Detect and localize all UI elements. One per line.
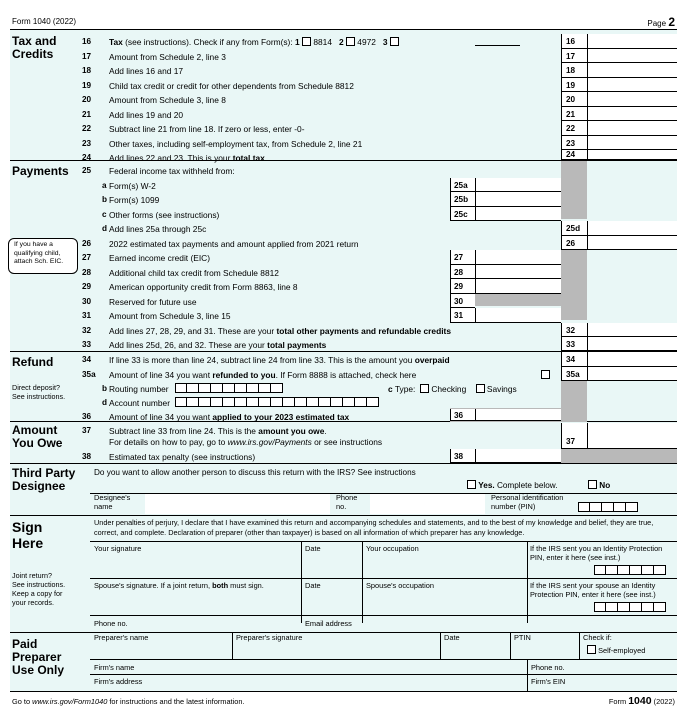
line-35a-amount[interactable] xyxy=(587,367,677,382)
line-32: 32 Add lines 27, 28, 29, and 31. These are your total other payments and refundable credits xyxy=(82,325,451,336)
form-8888-checkbox[interactable] xyxy=(541,370,550,379)
firm-phone-label: Phone no. xyxy=(531,663,565,672)
line-23-amount[interactable] xyxy=(587,136,677,151)
line-37-amount[interactable] xyxy=(587,423,677,449)
savings-checkbox[interactable] xyxy=(476,384,485,393)
line-34: 34 If line 33 is more than line 24, subtract line 24 from line 33. This is the amount you overpaid xyxy=(82,355,450,365)
footer-link[interactable]: www.irs.gov/Form1040 xyxy=(32,697,108,706)
footer-form-id: Form 1040 (2022) xyxy=(608,695,675,707)
section-paid-preparer: Paid Preparer Use Only xyxy=(12,637,65,677)
section-refund: Refund xyxy=(12,355,54,369)
form-8814-checkbox[interactable] xyxy=(302,37,311,46)
preparer-date-label: Date xyxy=(444,633,460,642)
line-25a: a Form(s) W-2 xyxy=(102,180,156,191)
spouse-pin-boxes[interactable] xyxy=(594,602,666,612)
line-25: 25 Federal income tax withheld from: xyxy=(82,166,235,176)
line-26-amount[interactable] xyxy=(587,236,677,251)
check-if-label: Check if: xyxy=(583,633,612,642)
line-25d: d Add lines 25a through 25c xyxy=(102,224,207,234)
perjury-declaration: Under penalties of perjury, I declare that I have examined this return and accompanying schedules and statements, and to the best of my knowledge and belief, they are true, correct, and complete. Declaration of preparer (other than taxpayer) is based on all information of which preparer has any knowledge. xyxy=(94,518,654,537)
form-year-label: Form 1040 (2022) xyxy=(12,17,77,26)
line-27: 27 Earned income credit (EIC) xyxy=(82,253,211,263)
designee-no: No xyxy=(588,480,610,490)
spouse-pin-note: If the IRS sent your spouse an Identity Protection PIN, enter it here (see inst.) xyxy=(530,581,656,599)
section-sign-here: Sign Here xyxy=(12,519,44,551)
firm-name-label: Firm's name xyxy=(94,663,135,672)
preparer-name-label: Preparer's name xyxy=(94,633,149,642)
phone-label: Phone no. xyxy=(94,619,128,628)
line-30: 30 Reserved for future use xyxy=(82,296,197,307)
line-19: 19 Child tax credit or credit for other dependents from Schedule 8812 xyxy=(82,80,354,91)
line-16-box-label: 16 xyxy=(561,34,587,49)
line-22-amount[interactable] xyxy=(587,121,677,136)
line-24-amount[interactable] xyxy=(587,150,677,160)
designee-no-checkbox[interactable] xyxy=(588,480,597,489)
direct-deposit-note: Direct deposit? See instructions. xyxy=(12,383,66,401)
section-amount-owe: Amount You Owe xyxy=(12,423,63,450)
line-34-amount[interactable] xyxy=(587,352,677,367)
designee-name-field[interactable] xyxy=(145,494,330,514)
designee-pin-label: Personal identification number (PIN) xyxy=(491,493,564,511)
line-31: 31 Amount from Schedule 3, line 15 xyxy=(82,311,231,321)
spouse-date-label: Date xyxy=(305,581,321,590)
line-29: 29 American opportunity credit from Form 8863, line 8 xyxy=(82,282,298,292)
section-third-party: Third Party Designee xyxy=(12,466,76,493)
line-36-amount[interactable] xyxy=(475,409,561,421)
section-payments: Payments xyxy=(12,164,69,178)
section-tax-credits: Tax and Credits xyxy=(12,34,57,61)
line-28: 28 Additional child tax credit from Schedule 8812 xyxy=(82,267,279,278)
ptin-label: PTIN xyxy=(514,633,531,642)
line-25b-amount[interactable] xyxy=(475,192,561,207)
form-header xyxy=(10,8,677,30)
page-number: Page 2 xyxy=(647,15,675,29)
designee-question: Do you want to allow another person to discuss this return with the IRS? See instructions xyxy=(94,468,416,477)
designee-name-label: Designee's name xyxy=(94,493,131,511)
designee-phone-label: Phone no. xyxy=(336,493,358,511)
eic-callout: If you have a qualifying child, attach Sch. EIC. xyxy=(8,238,78,274)
your-occupation-label: Your occupation xyxy=(366,544,419,553)
firm-address-label: Firm's address xyxy=(94,677,143,686)
checking-checkbox[interactable] xyxy=(420,384,429,393)
line-31-amount[interactable] xyxy=(475,308,561,323)
your-pin-boxes[interactable] xyxy=(594,565,666,575)
firm-ein-label: Firm's EIN xyxy=(531,677,566,686)
line-25c-amount[interactable] xyxy=(475,207,561,222)
your-date-label: Date xyxy=(305,544,321,553)
line-35a: 35a Amount of line 34 you want refunded to you. If Form 8888 is attached, check here xyxy=(80,367,677,382)
designee-yes: Yes. Complete below. xyxy=(467,480,557,490)
joint-return-note: Joint return? See instructions. Keep a copy for your records. xyxy=(12,571,66,607)
form-1040-page-2: Form 1040 (2022) Page 2 Tax and Credits Payments Refund Amount You Owe Third Party Designee Sign Here Paid Preparer Use Only Direct deposit? See instructions. Joint return? See instructions. Keep a copy for your records. If you have a qualifying child, attach Sch. EIC. 16 Tax (see instructions). Check if any from Form(s): 1 8814 2 4972 3 16 17 Amount from Schedule 2, line 3 17 18 Add lines 16 and 17 18 19 Child tax credit or credit for other dependents from Schedule 8812 19 20 Amount from Schedule 3, line 8 20 21 Add lines 19 and 20 21 22 Subtract line 21 from line 18. If zero or less, enter -0- 22 23 Other taxes, including self-employment tax, from Schedule 2, line 21 23 24 Add lines 22 and 23. This is your total tax 24 25 Federal income tax withheld from: a Form(s) W-2 25a b Form(s) 1099 25b c Other forms (see instructions) 25c d Add lines 25a through 25c 25d 26 2022 estimated tax payments and amount applied from 2021 return 26 27 Earned income credit (EIC) 27 28 Additional child tax credit from Schedule 8812 28 29 American opportunity credit from Form 8863, line 8 29 30 Reserved for future use 30 31 Amount from Schedule 3, line 15 31 32 Add lines 27, 28, 29, and 31. These are your total other payments and refundable credits 32 33 Add lines 25d, 26, and 32. These are your total payments 33 34 If line 33 is more than line 24, subtract line 24 from line 33. This is the amount you overpaid 34 35a Amount of line 34 you want refunded to you. If Form 8888 is attached, check here 35a b Routing number c Type: Checking Savings d Account number 36 Amount of line 34 you want applied to your 2023 estimated tax 36 37 Subtract line 33 from line 24. This is the amount you owe. For details on how to pay, go to www.irs.gov/Payments or see instructions 37 38 Estimated tax penalty (see instructions) 38 Do you want to allow another person to discuss this return with the IRS? See instructions Yes. Complete below. No Designee's name Phone no. Personal identification number (PIN) Under penalties of perjury, I declare that I have examined this return and accompanying schedules and statements, and to the best of my knowledge and belief, they are true, correct, and complete. Declaration of preparer (other than taxpayer) is based on all information of which preparer has any knowledge. Your signature Date Your occupation If the IRS sent you an Identity Protection PIN, enter it here (see inst.) Spouse's signature. If a joint return, both must sign. Date Spouse's occupation If the IRS sent your spouse an Identity Protection PIN, enter it here (see inst.) Phone no. Email address Preparer's name Preparer's signature Date PTIN Check if: Self-employed Firm's name Phone no. Firm's address Firm's EIN Go to www.irs.gov/Form1040 for instructions and the latest information. Form 1040 (2022) xyxy=(10,8,677,708)
self-employed: Self-employed xyxy=(587,645,645,655)
line-35d: d Account number xyxy=(80,395,677,410)
line-18-amount[interactable] xyxy=(587,63,677,78)
line-29-amount[interactable] xyxy=(475,279,561,294)
line-22: 22 Subtract line 21 from line 18. If zero or less, enter -0- xyxy=(82,124,305,134)
line-38: 38 Estimated tax penalty (see instructions) xyxy=(82,452,256,462)
designee-yes-checkbox[interactable] xyxy=(467,480,476,489)
form-4972-checkbox[interactable] xyxy=(346,37,355,46)
designee-phone-field[interactable] xyxy=(370,494,485,514)
line-25b: b Form(s) 1099 xyxy=(102,195,160,205)
line-18: 18 Add lines 16 and 17 xyxy=(82,66,184,76)
line-17: 17 Amount from Schedule 2, line 3 xyxy=(82,51,226,62)
account-number-boxes[interactable] xyxy=(175,397,379,407)
line-17-amount[interactable] xyxy=(587,49,677,64)
line-19-amount[interactable] xyxy=(587,78,677,93)
line-37: 37 Subtract line 33 from line 24. This is the amount you owe. For details on how to pay, go to www.irs.gov/Payments or see instructions xyxy=(82,426,383,447)
line-20-amount[interactable] xyxy=(587,92,677,107)
your-signature-label: Your signature xyxy=(94,544,142,553)
line-33: 33 Add lines 25d, 26, and 32. These are your total payments xyxy=(82,340,327,350)
form-3-checkbox[interactable] xyxy=(390,37,399,46)
line-25d-amount[interactable] xyxy=(587,221,677,236)
line-32-amount[interactable] xyxy=(587,323,677,338)
line-38-amount[interactable] xyxy=(475,449,561,463)
spouse-occupation-label: Spouse's occupation xyxy=(366,581,434,590)
footer-instructions: Go to www.irs.gov/Form1040 for instructions and the latest information. xyxy=(12,697,245,706)
line-36: 36 Amount of line 34 you want applied to your 2023 estimated tax xyxy=(82,412,350,422)
line-27-amount[interactable] xyxy=(475,250,561,265)
line-21-amount[interactable] xyxy=(587,107,677,122)
line-21: 21 Add lines 19 and 20 xyxy=(82,109,184,120)
line-33-amount[interactable] xyxy=(587,337,677,351)
line-26: 26 2022 estimated tax payments and amount applied from 2021 return xyxy=(82,238,359,249)
line-35b: b Routing number c Type: Checking Savings xyxy=(102,384,517,394)
line-20: 20 Amount from Schedule 3, line 8 xyxy=(82,95,226,105)
designee-pin-boxes[interactable] xyxy=(578,502,638,512)
line-16-amount[interactable] xyxy=(587,34,677,49)
routing-number-boxes[interactable] xyxy=(175,383,283,393)
your-pin-note: If the IRS sent you an Identity Protection PIN, enter it here (see inst.) xyxy=(530,544,663,562)
line-24: 24 Add lines 22 and 23. This is your total tax xyxy=(82,153,265,163)
line-23: 23 Other taxes, including self-employment tax, from Schedule 2, line 21 xyxy=(82,138,363,149)
spouse-signature-label: Spouse's signature. If a joint return, both must sign. xyxy=(94,581,264,590)
preparer-signature-label: Preparer's signature xyxy=(236,633,303,642)
self-employed-checkbox[interactable] xyxy=(587,645,596,654)
form-footer xyxy=(10,691,677,708)
line-16: 16 Tax (see instructions). Check if any from Form(s): 1 8814 2 4972 3 xyxy=(80,34,677,49)
line-28-amount[interactable] xyxy=(475,265,561,280)
email-label: Email address xyxy=(305,619,352,628)
line-25c: c Other forms (see instructions) xyxy=(102,209,220,220)
line-25a-amount[interactable] xyxy=(475,178,561,193)
